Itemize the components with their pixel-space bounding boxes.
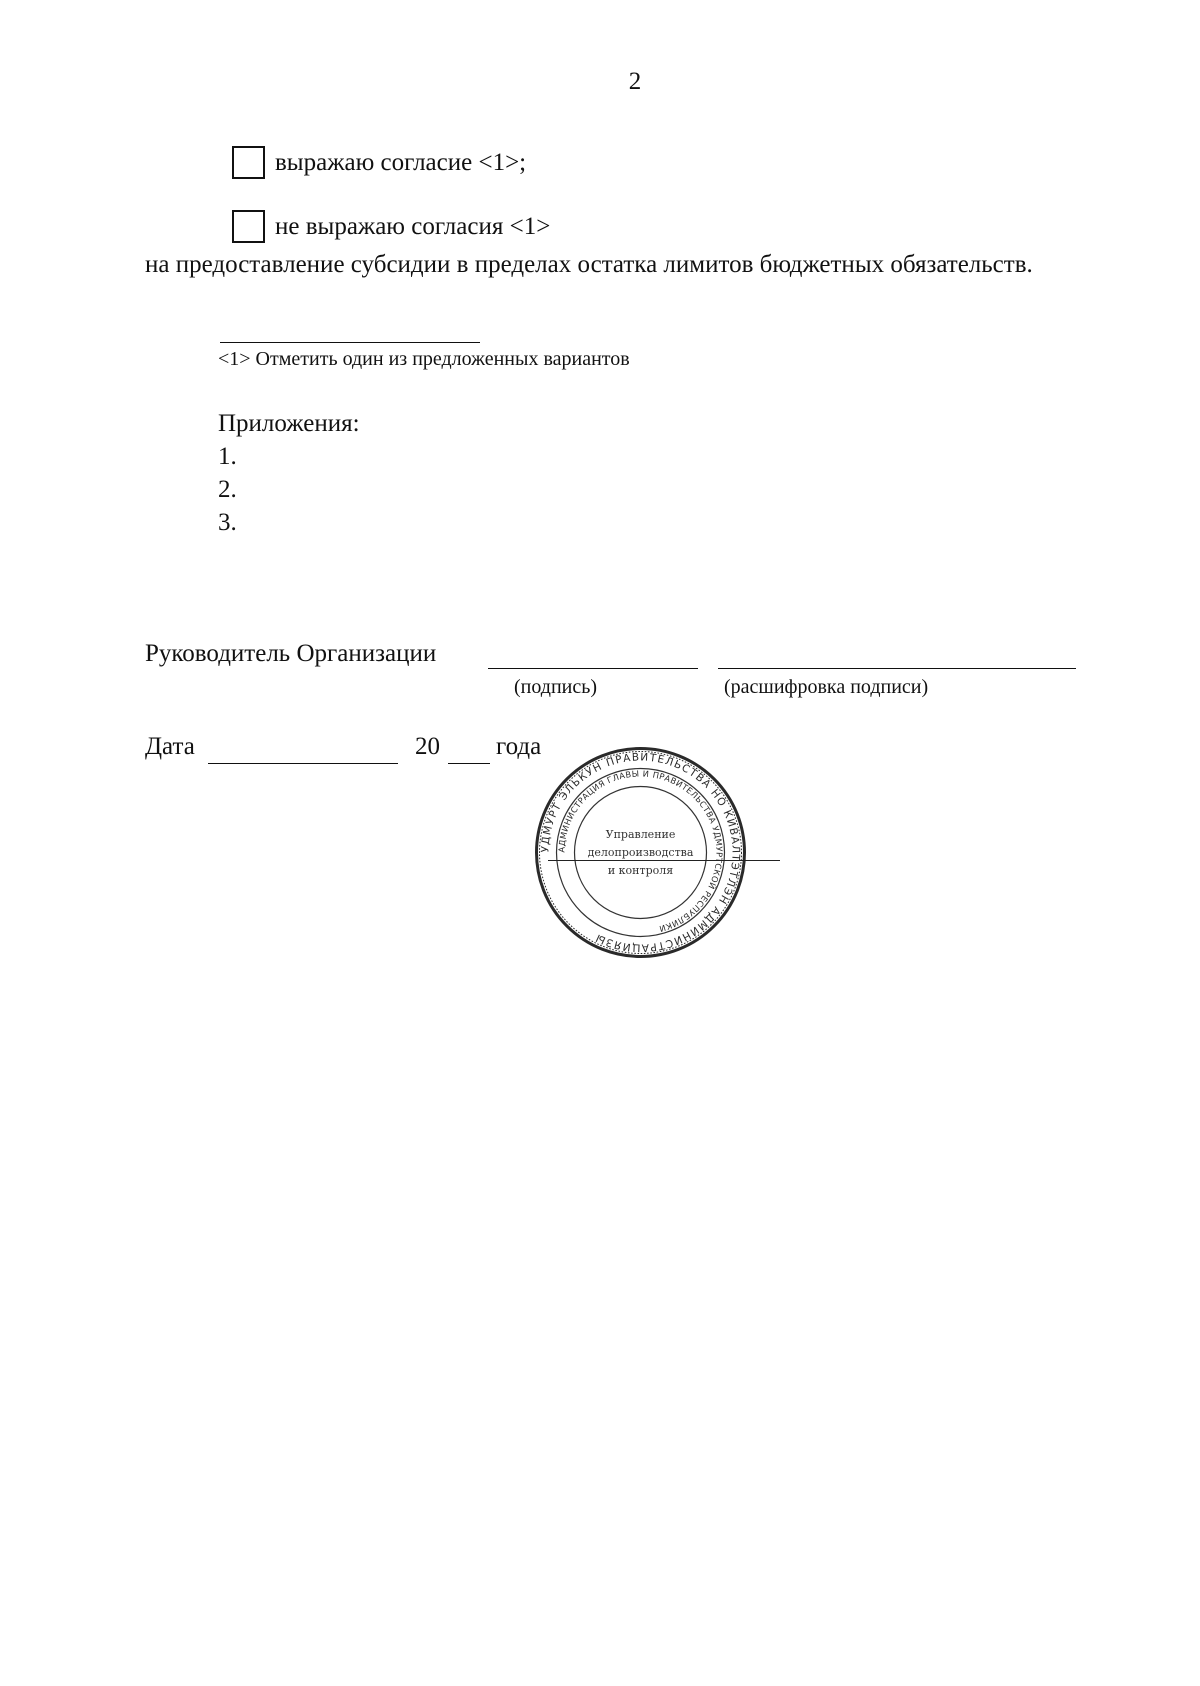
seal-center-line-2: делопроизводства	[587, 846, 694, 859]
page-number: 2	[628, 68, 642, 95]
no-consent-option[interactable]	[232, 210, 550, 243]
seal-center-line-1: Управление	[605, 828, 676, 841]
signature-transcript-caption: (расшифровка подписи)	[724, 676, 929, 698]
organization-head-label: Руководитель Организации	[145, 640, 437, 667]
no-consent-option-label: не выражаю согласия <1>	[275, 212, 551, 240]
subsidy-statement: на предоставление субсидии в пределах остатка лимитов бюджетных обязательств.	[145, 251, 1033, 278]
attachments-heading: Приложения:	[218, 410, 360, 437]
consent-option-label: выражаю согласие <1>;	[275, 148, 527, 176]
consent-option[interactable]	[232, 146, 526, 179]
attachment-item-3: 3.	[218, 509, 237, 536]
seal-inner-ring-text: АДМИНИСТРАЦИЯ ГЛАВЫ И ПРАВИТЕЛЬСТВА УДМУРТСКОЙ РЕСПУБЛИКИ	[556, 768, 725, 935]
date-label: Дата	[145, 733, 195, 760]
seal-overstrike-line	[548, 860, 780, 861]
consent-checkbox[interactable]	[232, 146, 265, 179]
official-seal	[533, 745, 748, 960]
attachment-item-1: 1.	[218, 443, 237, 470]
seal-center-line-3: и контроля	[607, 864, 674, 877]
footnote-divider	[220, 342, 480, 343]
date-day-month-line[interactable]	[208, 763, 398, 764]
signature-line[interactable]	[488, 668, 698, 669]
date-year-line[interactable]	[448, 763, 490, 764]
date-suffix: года	[496, 733, 542, 760]
footnote-text: <1> Отметить один из предложенных вариантов	[218, 348, 630, 370]
seal-graphic	[533, 745, 748, 960]
attachment-item-2: 2.	[218, 476, 237, 503]
signature-transcript-line[interactable]	[718, 668, 1076, 669]
date-century: 20	[415, 733, 440, 760]
signature-caption: (подпись)	[514, 676, 598, 698]
seal-outer-ring-text: УДМУРТ ЭЛЬКУН ПРАВИТЕЛЬСТВА НО КИВАЛТЭТЛЭН АДМИНИСТРАЦИЯЗЫ	[539, 751, 742, 954]
no-consent-checkbox[interactable]	[232, 210, 265, 243]
